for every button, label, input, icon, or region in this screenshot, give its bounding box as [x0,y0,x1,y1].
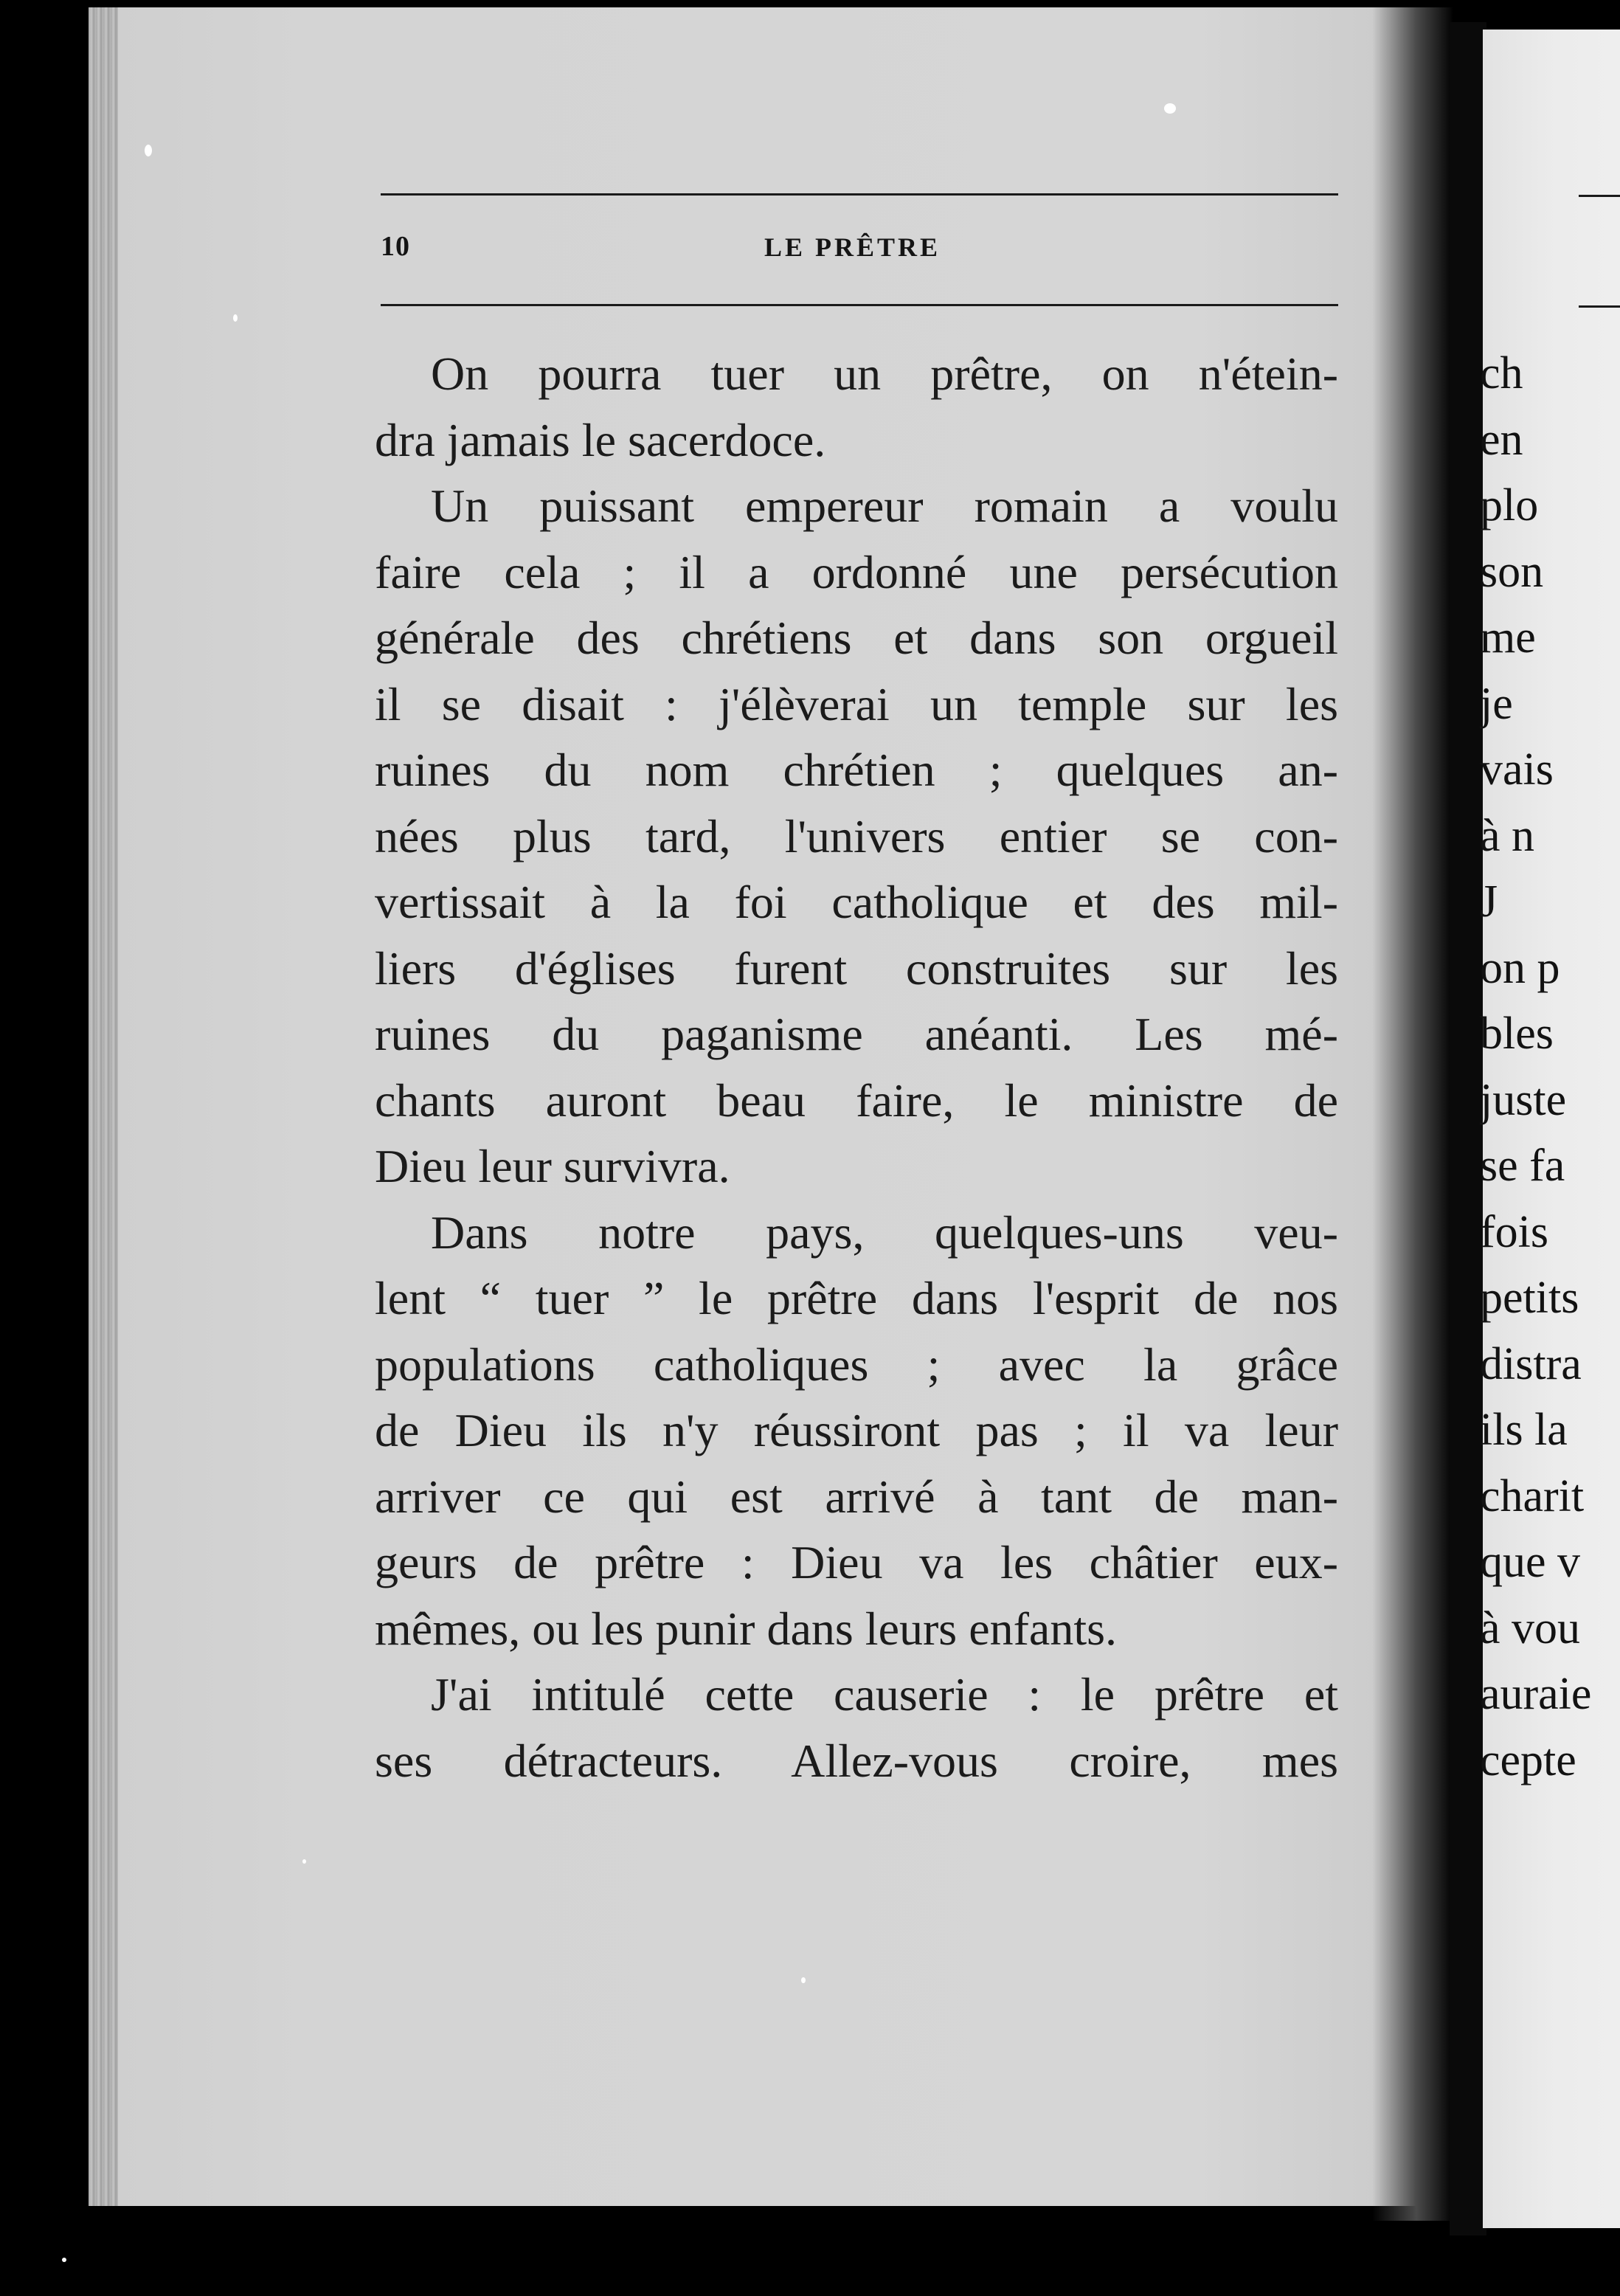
right-header-rule-bottom [1579,305,1620,308]
text-line: lent “ tuer ” le prêtre dans l'esprit de nos [375,1272,1338,1324]
text-line: geurs de prêtre : Dieu va les châtier eux- [375,1536,1338,1588]
right-text-line: que v [1480,1537,1581,1587]
text-line: Un puissant empereur romain a voulu [431,480,1338,532]
page-edges [89,7,118,2206]
right-text-line: bles [1480,1009,1554,1059]
right-text-line: charit [1480,1470,1585,1521]
text-line: générale des chrétiens et dans son orgueil [375,612,1338,664]
right-text-line: auraie [1480,1669,1592,1719]
text-line: ruines du paganisme anéanti. Les mé- [375,1008,1338,1060]
gutter-shadow [1372,7,1453,2221]
right-text-line: vais [1480,744,1554,795]
text-line: vertissait à la foi catholique et des mil- [375,876,1338,928]
text-line: ses détracteurs. Allez-vous croire, mes [375,1734,1338,1787]
right-text-line: en [1480,414,1523,465]
scan-speck [302,1859,306,1864]
right-text-line: distra [1480,1338,1582,1389]
right-text-line: plo [1480,480,1539,530]
text-line: chants auront beau faire, le ministre de [375,1073,1338,1127]
text-line: de Dieu ils n'y réussiront pas ; il va leur [375,1404,1338,1456]
text-line: liers d'églises furent construites sur les [375,941,1338,995]
text-line: J'ai intitulé cette causerie : le prêtre et [431,1668,1338,1721]
text-line: Dans notre pays, quelques-uns veu- [431,1206,1338,1259]
right-text-line: ils la [1480,1405,1568,1455]
running-head: LE PRÊTRE [764,232,941,262]
right-text-line: petits [1480,1273,1579,1323]
right-text-line: me [1480,612,1536,663]
scan-speck [233,314,238,322]
header-rule-bottom [381,304,1338,306]
right-text-line: son [1480,546,1544,597]
right-page-text [1480,341,1620,1794]
right-text-line: se fa [1480,1141,1565,1191]
text-line: mêmes, ou les punir dans leurs enfants. [375,1602,1117,1655]
text-line: ruines du nom chrétien ; quelques an- [375,744,1338,796]
right-text-line: je [1480,678,1513,729]
text-line: populations catholiques ; avec la grâce [375,1338,1338,1391]
scan-speck [62,2258,66,2262]
page-header [381,230,1337,274]
right-text-line: J [1480,876,1498,927]
header-rule-top [381,193,1338,196]
scan-speck [801,1977,806,1983]
right-header-rule-top [1579,195,1620,197]
text-line: nées plus tard, l'univers entier se con- [375,809,1338,862]
scan-speck [145,145,152,156]
right-text-line: on p [1480,942,1560,993]
page-number: 10 [381,231,410,262]
right-text-line: ch [1480,348,1523,398]
scan-speck [1164,103,1176,114]
text-line: On pourra tuer un prêtre, on n'étein- [431,347,1338,400]
body-text [375,341,1338,1794]
right-text-line: cepte [1480,1735,1576,1785]
text-line: il se disait : j'élèverai un temple sur les [375,677,1338,730]
text-line: arriver ce qui est arrivé à tant de man- [375,1470,1338,1523]
right-text-line: à vou [1480,1602,1581,1653]
right-text-line: à n [1480,810,1535,861]
text-line: faire cela ; il a ordonné une persécution [375,545,1338,598]
text-line: dra jamais le sacerdoce. [375,413,826,466]
right-text-line: fois [1480,1206,1548,1257]
right-text-line: juste [1480,1074,1567,1125]
text-line: Dieu leur survivra. [375,1140,730,1192]
